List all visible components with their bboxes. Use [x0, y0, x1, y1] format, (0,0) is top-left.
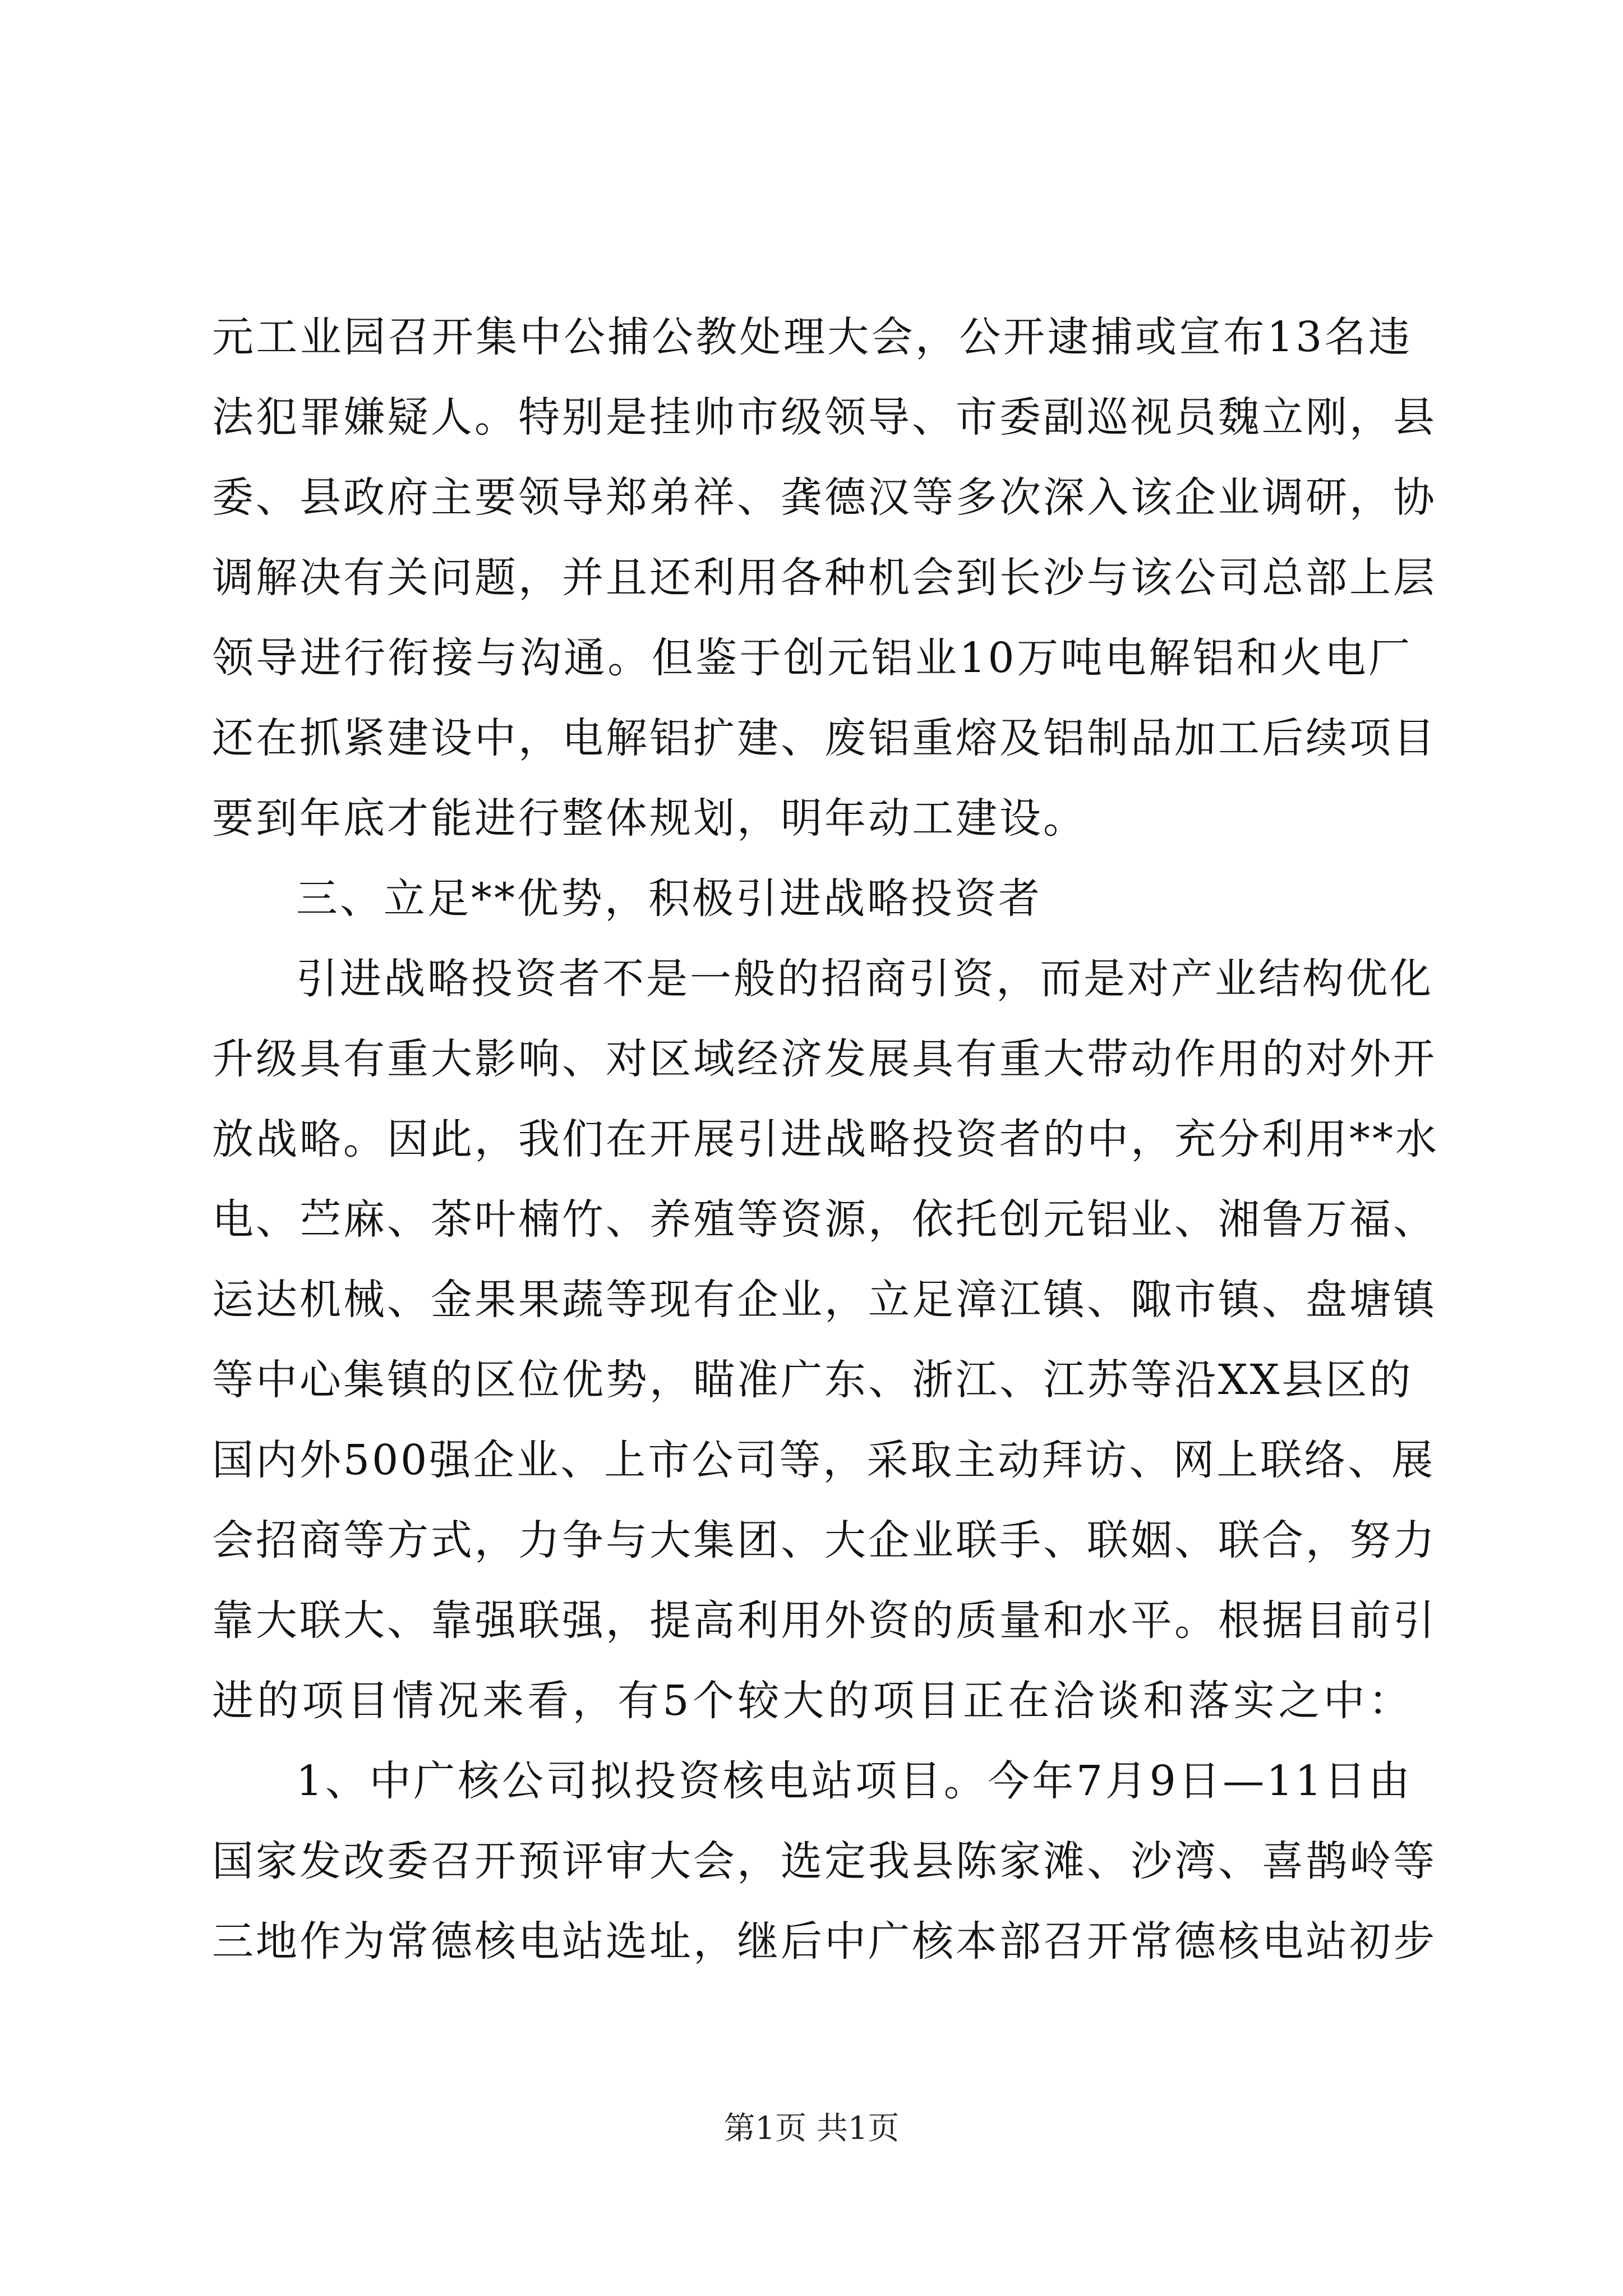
- body-line: 放战略。因此，我们在开展引进战略投资者的中，充分利用**水: [212, 1115, 1439, 1163]
- body-line: 调解决有关问题，并且还利用各种机会到长沙与该公司总部上层: [212, 554, 1437, 602]
- body-line: 法犯罪嫌疑人。特别是挂帅市级领导、市委副巡视员魏立刚，县: [212, 393, 1437, 441]
- body-line: 三地作为常德核电站选址，继后中广核本部召开常德核电站初步: [212, 1917, 1437, 1966]
- document-body: [212, 297, 1439, 1982]
- list-item-line: 1、中广核公司拟投资核电站项目。今年7月9日—11日由: [296, 1757, 1412, 1805]
- body-line: 引进战略投资者不是一般的招商引资，而是对产业结构优化: [296, 955, 1433, 1003]
- body-line: 升级具有重大影响、对区域经济发展具有重大带动作用的对外开: [212, 1035, 1437, 1083]
- body-line: 进的项目情况来看，有5个较大的项目正在洽谈和落实之中：: [212, 1677, 1412, 1725]
- body-line: 国家发改委召开预评审大会，选定我县陈家滩、沙湾、喜鹊岭等: [212, 1837, 1437, 1885]
- body-line: 电、苎麻、茶叶楠竹、养殖等资源，依托创元铝业、湘鲁万福、: [212, 1195, 1437, 1244]
- body-line: 领导进行衔接与沟通。但鉴于创元铝业10万吨电解铝和火电厂: [212, 634, 1412, 682]
- section-heading: 三、立足**优势，积极引进战略投资者: [296, 875, 1042, 923]
- body-line: 还在抓紧建设中，电解铝扩建、废铝重熔及铝制品加工后续项目: [212, 714, 1437, 762]
- page-footer: [0, 2109, 1623, 2148]
- body-line: 靠大联大、靠强联强，提高利用外资的质量和水平。根据目前引: [212, 1596, 1437, 1645]
- page-number-label: 第1页 共1页: [723, 2110, 900, 2147]
- body-line: 运达机械、金果果蔬等现有企业，立足漳江镇、陬市镇、盘塘镇: [212, 1276, 1437, 1324]
- body-line: 国内外500强企业、上市公司等，采取主动拜访、网上联络、展: [212, 1436, 1436, 1484]
- body-line: 委、县政府主要领导郑弟祥、龚德汉等多次深入该企业调研，协: [212, 473, 1437, 522]
- body-line: 元工业园召开集中公捕公教处理大会，公开逮捕或宣布13名违: [212, 313, 1412, 361]
- body-line: 会招商等方式，力争与大集团、大企业联手、联姻、联合，努力: [212, 1516, 1437, 1565]
- body-line: 等中心集镇的区位优势，瞄准广东、浙江、江苏等沿XX县区的: [212, 1356, 1413, 1404]
- body-line: 要到年底才能进行整体规划，明年动工建设。: [212, 794, 1087, 843]
